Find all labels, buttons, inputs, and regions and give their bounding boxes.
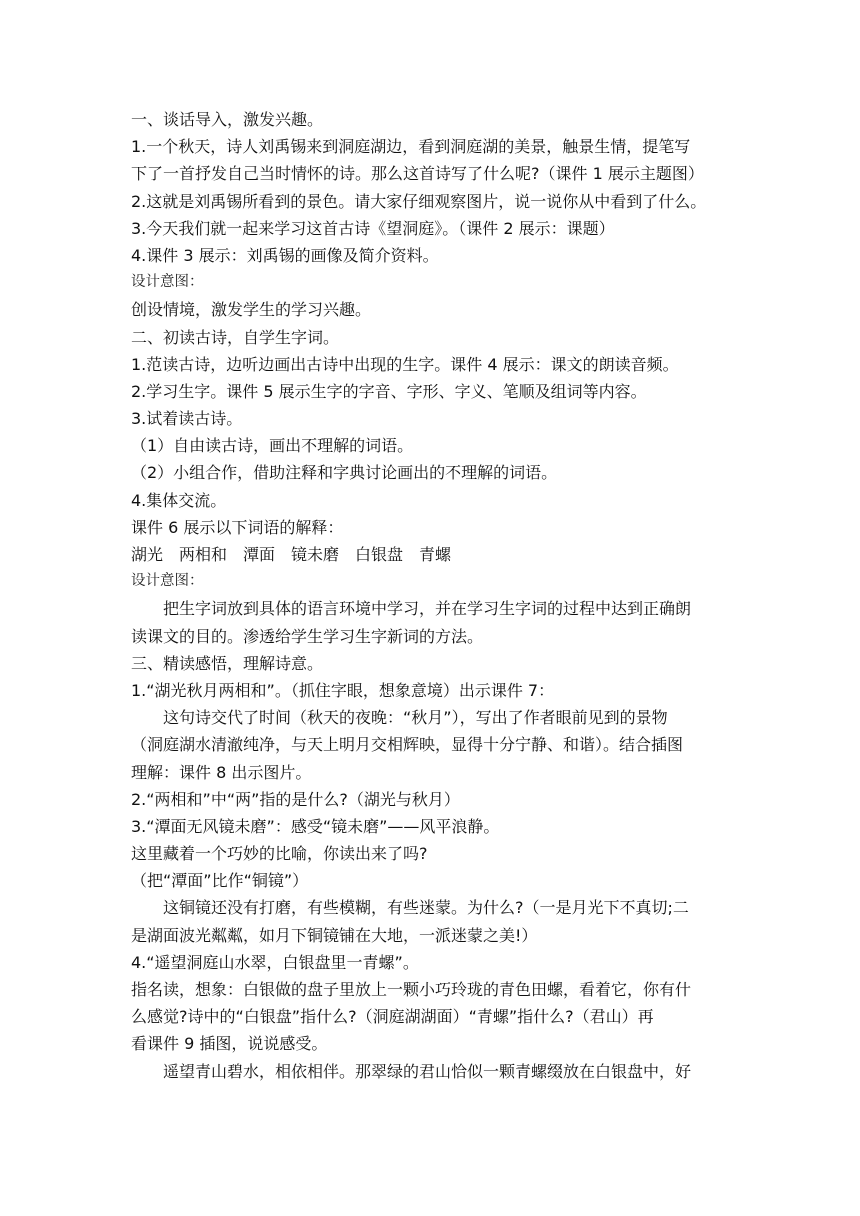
paragraph-line: 遥望青山碧水，相依相伴。那翠绿的君山恰似一颗青螺缀放在白银盘中，好 [163,1061,692,1081]
paragraph-line: 课件 6 展示以下词语的解释： [131,517,344,537]
paragraph-line: 1.“湖光秋月两相和”。（抓住字眼，想象意境）出示课件 7： [131,680,555,700]
paragraph-line: （把“潭面”比作“铜镜”） [131,871,309,891]
paragraph-line: （2）小组合作，借助注释和字典讨论画出的不理解的词语。 [131,463,558,483]
paragraph-line: 么感觉?诗中的“白银盘”指什么?（洞庭湖湖面）“青螺”指什么?（君山）再 [131,1007,654,1027]
paragraph-line: 3.“潭面无风镜未磨”：感受“镜未磨”——风平浪静。 [131,816,500,836]
paragraph-line: 2.这就是刘禹锡所看到的景色。请大家仔细观察图片，说一说你从中看到了什么。 [131,191,707,211]
paragraph-line: 理解：课件 8 出示图片。 [131,762,312,782]
section-heading-1: 一、谈话导入，激发兴趣。 [131,110,324,129]
paragraph-line: 这句诗交代了时间（秋天的夜晚：“秋月”），写出了作者眼前见到的景物 [163,708,668,728]
paragraph-line: 4.集体交流。 [131,490,227,510]
paragraph-line: 创设情境，激发学生的学习兴趣。 [131,300,372,320]
paragraph-line: 3.今天我们就一起来学习这首古诗《望洞庭》。（课件 2 展示：课题） [131,218,615,238]
paragraph-line: 1.范读古诗，边听边画出古诗中出现的生字。课件 4 展示：课文的朗读音频。 [131,354,679,374]
paragraph-line: 3.试着读古诗。 [131,409,243,429]
vocabulary-list: 湖光 两相和 潭面 镜未磨 白银盘 青螺 [131,545,452,564]
paragraph-line: 2.学习生字。课件 5 展示生字的字音、字形、字义、笔顺及组词等内容。 [131,381,647,401]
design-intent-label: 设计意图： [131,274,204,291]
design-intent-label: 设计意图： [131,573,204,590]
paragraph-line: 1.一个秋天，诗人刘禹锡来到洞庭湖边，看到洞庭湖的美景，触景生情，提笔写 [131,137,691,157]
paragraph-line: （1）自由读古诗，画出不理解的词语。 [131,436,414,456]
paragraph-line: 把生字词放到具体的语言环境中学习，并在学习生字词的过程中达到正确朗 [163,599,692,619]
paragraph-line: 是湖面波光粼粼，如月下铜镜铺在大地，一派迷蒙之美!） [131,925,538,945]
paragraph-line: 4.“遥望洞庭山水翠，白银盘里一青螺”。 [131,952,419,972]
paragraph-line: 读课文的目的。渗透给学生学习生字新词的方法。 [131,626,484,646]
section-heading-2: 二、初读古诗，自学生字词。 [131,327,340,347]
paragraph-line: 看课件 9 插图，说说感受。 [131,1034,328,1054]
paragraph-line: 2.“两相和”中“两”指的是什么?（湖光与秋月） [131,789,460,809]
paragraph-line: 指名读，想象：白银做的盘子里放上一颗小巧玲珑的青色田螺，看着它，你有什 [131,980,692,999]
document-body [131,106,743,1085]
paragraph-line: 这铜镜还没有打磨，有些模糊，有些迷蒙。为什么?（一是月光下不真切;二 [163,898,689,918]
paragraph-line: （洞庭湖水清澈纯净，与天上明月交相辉映，显得十分宁静、和谐）。结合插图 [131,735,684,755]
paragraph-line: 4.课件 3 展示：刘禹锡的画像及简介资料。 [131,245,439,265]
paragraph-line: 这里藏着一个巧妙的比喻，你读出来了吗? [131,844,428,864]
paragraph-line: 下了一首抒发自己当时情怀的诗。那么这首诗写了什么呢?（课件 1 展示主题图） [131,164,704,184]
section-heading-3: 三、精读感悟，理解诗意。 [131,653,324,673]
